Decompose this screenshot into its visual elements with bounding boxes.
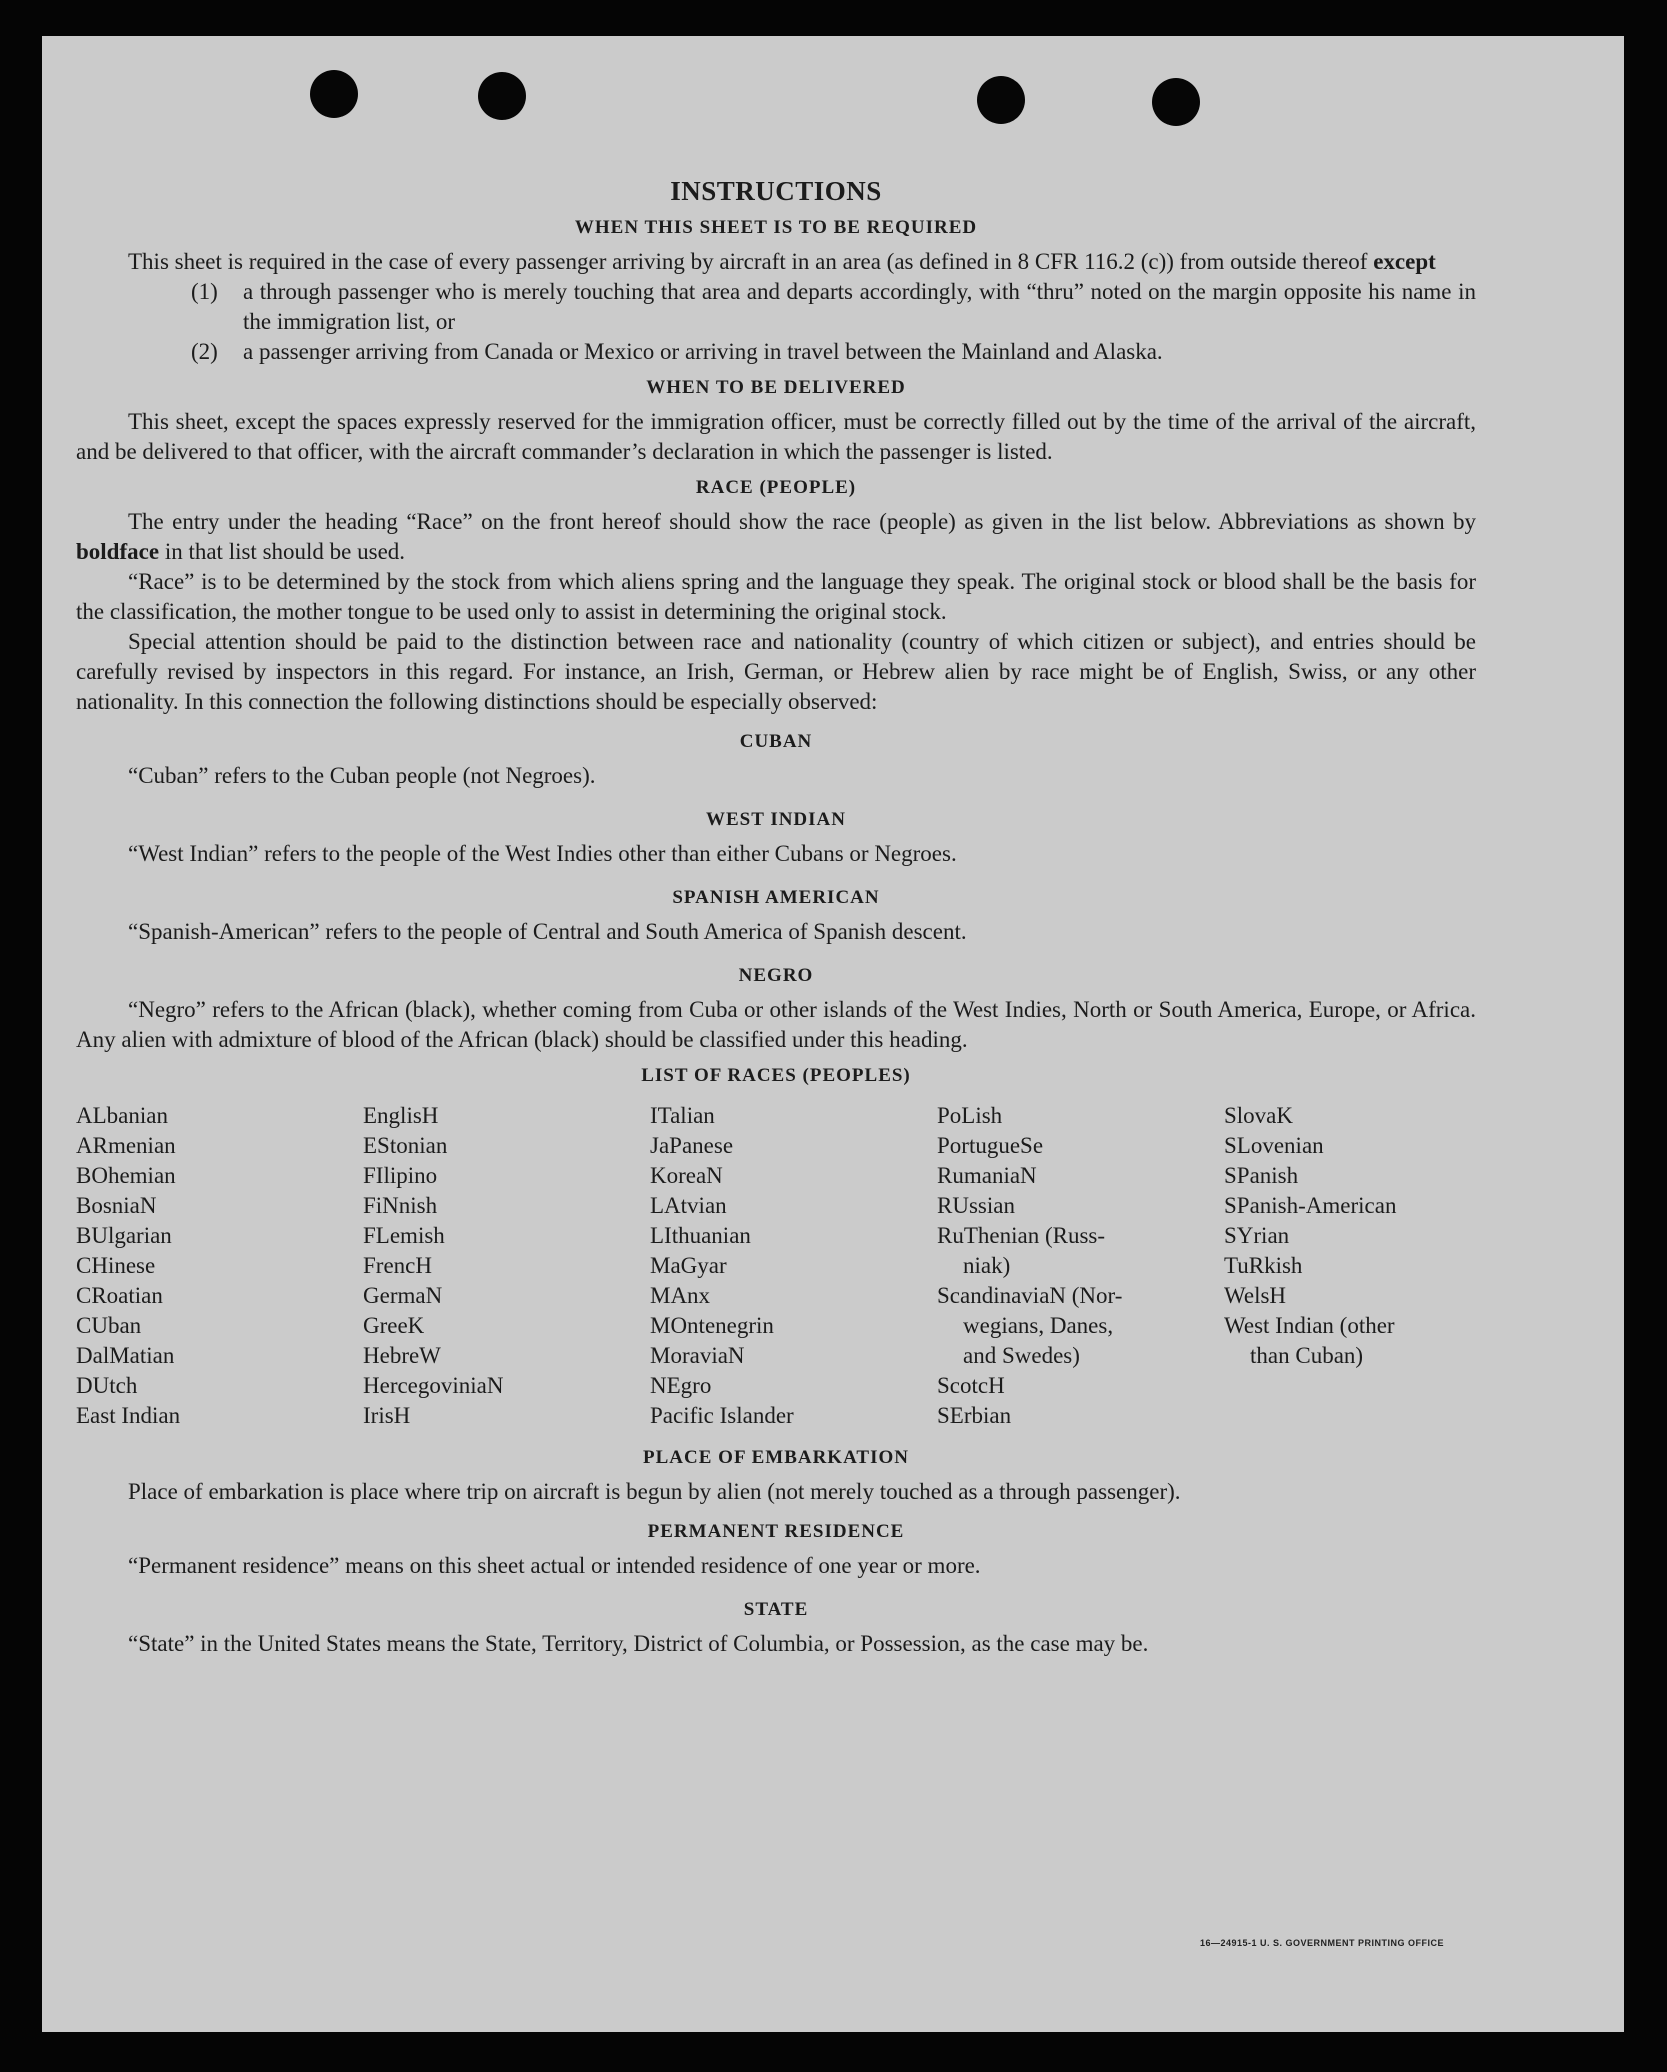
race-item: ARmenian [76,1133,176,1158]
race-item: than Cuban) [1250,1343,1364,1368]
section-heading: SPANISH AMERICAN [672,887,880,908]
race-column [363,1101,650,1431]
race-item: EnglisH [363,1103,439,1128]
race-item: FrencH [363,1253,432,1278]
race-item: PoLish [937,1103,1003,1128]
race-list [76,1101,1476,1431]
race-item: and Swedes) [963,1343,1080,1368]
race-column [76,1101,363,1431]
race-column [937,1101,1224,1431]
race-item: FIlipino [363,1163,438,1188]
race-item: ScotcH [937,1373,1005,1398]
punch-hole [310,70,358,118]
race-item: MOntenegrin [650,1313,774,1338]
race-item: West Indian (other [1224,1313,1395,1338]
race-item: niak) [963,1253,1011,1278]
race-item: CHinese [76,1253,156,1278]
paragraph: “Cuban” refers to the Cuban people (not Negroes). [128,763,596,788]
race-item: JaPanese [650,1133,734,1158]
race-item: SYrian [1224,1223,1290,1248]
race-item: RuThenian (Russ- [937,1223,1106,1248]
race-item: HebreW [363,1343,441,1368]
race-item: SPanish [1224,1163,1299,1188]
section-heading: WEST INDIAN [706,809,846,830]
race-item: ALbanian [76,1103,168,1128]
race-item: ITalian [650,1103,715,1128]
race-item: BOhemian [76,1163,176,1188]
race-item: LAtvian [650,1193,727,1218]
paragraph: This sheet, except the spaces expressly reserved for the immigration officer, must be correctly filled out by the time of the arrival of the aircraft, and be delivered to that officer, with the aircraft commander’s declaration in which the passenger is listed. [76,409,1476,464]
race-item: RUssian [937,1193,1015,1218]
section-heading: PLACE OF EMBARKATION [643,1447,909,1468]
race-item: WelsH [1224,1283,1287,1308]
page-title: INSTRUCTIONS [670,176,882,206]
race-item: SlovaK [1224,1103,1293,1128]
race-item: CUban [76,1313,142,1338]
punch-hole [1152,78,1200,126]
instructions-body [76,176,1476,1659]
race-item: NEgro [650,1373,712,1398]
race-item: SPanish-American [1224,1193,1397,1218]
race-item: LIthuanian [650,1223,751,1248]
section-heading: PERMANENT RESIDENCE [647,1521,905,1542]
race-item: SErbian [937,1403,1012,1428]
section-heading: RACE (PEOPLE) [695,477,857,498]
race-item: FLemish [363,1223,445,1248]
paragraph: “State” in the United States means the State, Territory, District of Columbia, or Possession, as the case may be. [128,1631,1149,1656]
list-item: (2) a passenger arriving from Canada or Mexico or arriving in travel between the Mainland and Alaska. [191,339,1163,364]
punch-hole [478,72,526,120]
section-heading: WHEN TO BE DELIVERED [646,377,906,398]
paragraph: “Race” is to be determined by the stock from which aliens spring and the language they speak. The original stock or blood shall be the basis for the classification, the mother tongue to be used only to assist in determining the original stock. [76,569,1476,624]
race-item: DUtch [76,1373,138,1398]
paragraph: The entry under the heading “Race” on the front hereof should show the race (people) as given in the list below. Abbreviations as shown by boldface in that list should be used. [76,509,1476,564]
paragraph: “Negro” refers to the African (black), whether coming from Cuba or other islands of the West Indies, North or South America, Europe, or Africa. Any alien with admixture of blood of the African (black) should be classified under this heading. [76,997,1476,1052]
race-item: ScandinaviaN (Nor- [937,1283,1123,1308]
race-column [1224,1101,1484,1431]
race-item: DalMatian [76,1343,175,1368]
race-item: BosniaN [76,1193,157,1218]
paragraph: “Spanish-American” refers to the people of Central and South America of Spanish descent. [128,919,967,944]
race-item: EStonian [363,1133,448,1158]
race-item: IrisH [363,1403,411,1428]
section-heading: LIST OF RACES (PEOPLES) [641,1065,911,1086]
list-item: (1) a through passenger who is merely touching that area and departs accordingly, with “thru” noted on the margin opposite his name in the immigration list, or [191,279,1476,334]
race-item: Pacific Islander [650,1403,794,1428]
race-item: KoreaN [650,1163,723,1188]
race-item: East Indian [76,1403,181,1428]
race-item: HercegoviniaN [363,1373,504,1398]
race-item: TuRkish [1224,1253,1303,1278]
punch-hole [977,76,1025,124]
race-item: CRoatian [76,1283,163,1308]
section-heading: WHEN THIS SHEET IS TO BE REQUIRED [574,217,978,238]
document-page [42,36,1624,2032]
race-item: SLovenian [1224,1133,1324,1158]
section-heading: NEGRO [738,965,814,986]
race-item: GermaN [363,1283,443,1308]
race-column [650,1101,937,1431]
race-item: FiNnish [363,1193,438,1218]
section-heading: CUBAN [739,731,813,752]
race-item: MoraviaN [650,1343,745,1368]
paragraph: This sheet is required in the case of every passenger arriving by aircraft in an area (as defined in 8 CFR 116.2 (c)) from outside thereof except [128,249,1436,274]
race-item: PortugueSe [937,1133,1044,1158]
paragraph: “Permanent residence” means on this sheet actual or intended residence of one year or more. [128,1553,981,1578]
race-item: RumaniaN [937,1163,1037,1188]
race-item: BUlgarian [76,1223,172,1248]
race-item: MAnx [650,1283,711,1308]
race-item: wegians, Danes, [963,1313,1114,1338]
section-heading: STATE [743,1599,809,1620]
race-item: MaGyar [650,1253,727,1278]
paragraph: “West Indian” refers to the people of the West Indies other than either Cubans or Negroes. [128,841,957,866]
paragraph: Special attention should be paid to the distinction between race and nationality (country of which citizen or subject), and entries should be carefully revised by inspectors in this regard. For instance, an Irish, German, or Hebrew alien by race might be of English, Swiss, or any other nationality. In this connection the following distinctions should be especially observed: [76,629,1476,714]
race-item: GreeK [363,1313,425,1338]
paragraph: Place of embarkation is place where trip on aircraft is begun by alien (not merely touched as a through passenger). [128,1479,1181,1504]
printing-office-code: 16—24915-1 U. S. GOVERNMENT PRINTING OFFICE [1199,1938,1444,1948]
